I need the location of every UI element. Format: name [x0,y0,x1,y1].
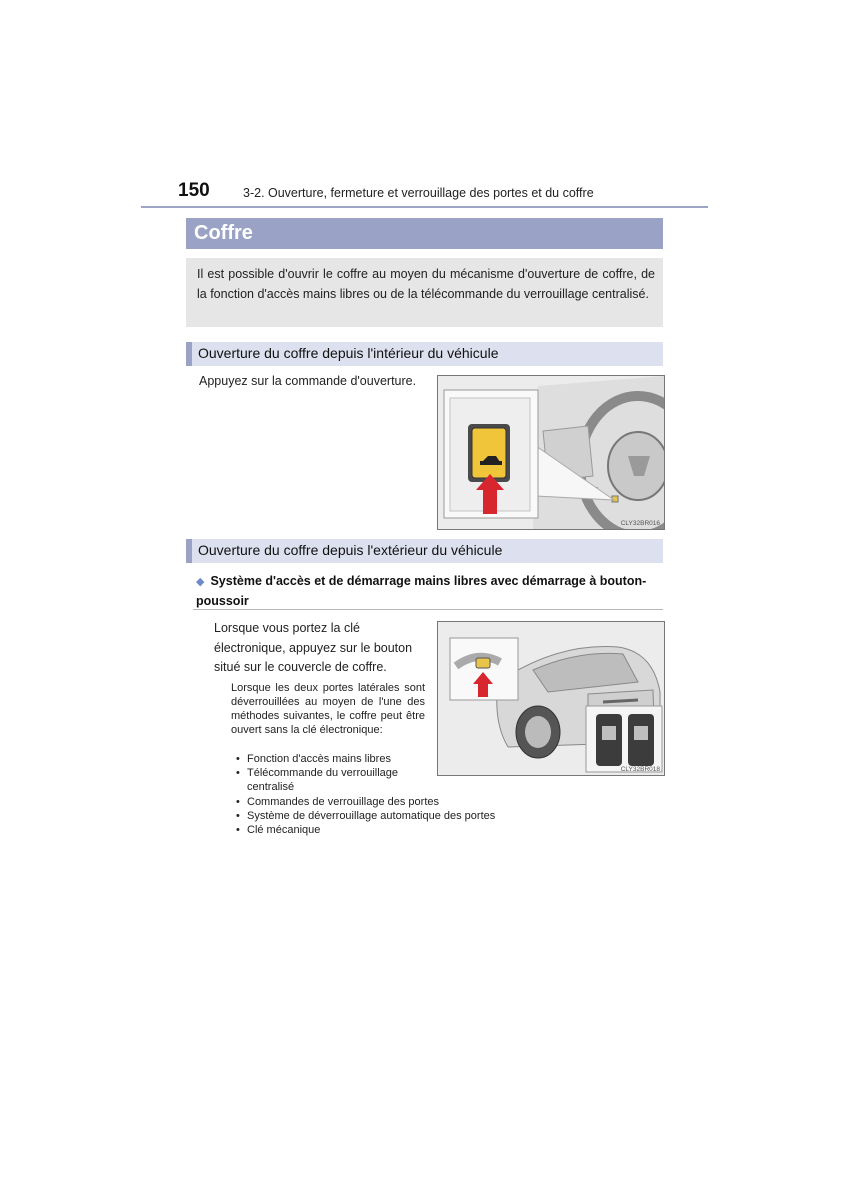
bullet-heading-divider [193,609,663,610]
interior-figure-code: CLY32BR016 [620,520,660,527]
car-rear-illustration-svg [438,622,664,775]
intro-text: Il est possible d'ouvrir le coffre au moyen du mécanisme d'ouverture de coffre, de la fonction d'accès mains libres ou de la télécommande du verrouillage centralisé. [197,267,655,301]
note-list-part-2 [231,795,531,837]
note-intro: Lorsque les deux portes latérales sont déverrouillées au moyen de l'une des méthodes suivantes, le coffre peut être ouvert sans la clé électronique: [231,682,425,736]
smart-access-heading [196,572,663,611]
subsection-heading-interior [186,342,663,366]
smart-access-heading-text: Système d'accès et de démarrage mains libres avec démarrage à bouton-poussoir [196,574,647,608]
section-title: Coffre [194,222,253,244]
list-item: • Système de déverrouillage automatique des portes [231,809,531,823]
subsection-heading-interior-text: Ouverture du coffre depuis l'intérieur du véhicule [198,345,499,361]
chapter-title: 3-2. Ouverture, fermeture et verrouillage des portes et du coffre [243,186,594,200]
list-item: • Clé mécanique [231,823,531,837]
section-title-bar [186,218,663,249]
interior-trunk-switch-illustration [437,375,665,530]
intro-box [186,258,663,327]
exterior-instruction: Lorsque vous portez la clé électronique, appuyez sur le bouton situé sur le couvercle de coffre. [214,621,413,674]
page-number: 150 [178,180,210,201]
header-divider [141,206,708,208]
diamond-bullet-icon: ◆ [196,576,205,588]
list-item: • Commandes de verrouillage des portes [231,795,531,809]
list-item: • Fonction d'accès mains libres [231,752,425,766]
exterior-trunk-button-illustration [437,621,665,776]
subsection-heading-exterior [186,539,663,563]
dashboard-illustration-svg [438,376,664,529]
subsection-heading-exterior-text: Ouverture du coffre depuis l'extérieur du véhicule [198,542,503,558]
note-list-part-1 [231,752,425,794]
list-item: • Télécommande du verrouillage centralisé [231,766,425,794]
exterior-figure-code: CLY32BR018 [620,766,660,773]
interior-instruction: Appuyez sur la commande d'ouverture. [199,374,417,388]
